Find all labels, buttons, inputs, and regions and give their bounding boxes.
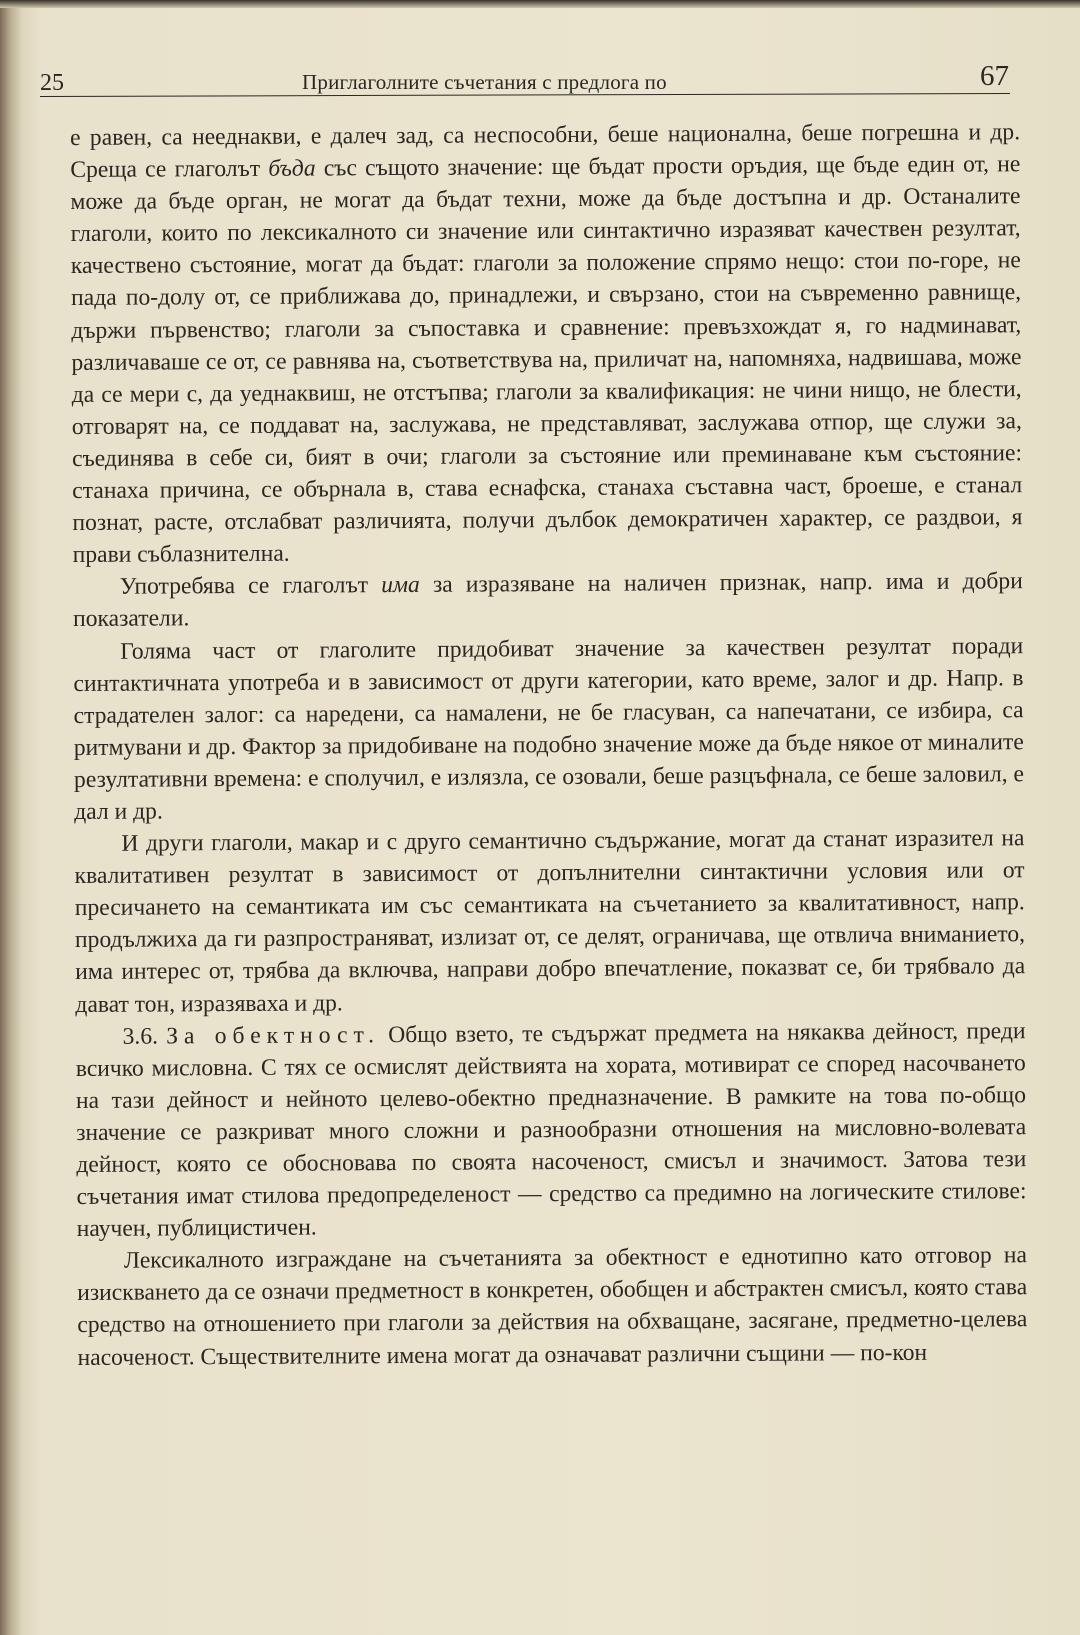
section-number: 3.6.	[122, 1023, 167, 1050]
paragraph-3: Голяма част от глаголите придобиват значение за качествен резултат поради синтактичната употреба и в зависимост от други категории, като време, залог и др. Напр. в страдателен залог: са наредени, са намалени, не бе гласуван, са напечатани, се избира, са ритмувани и др. Фактор за придобиване на подобно значение може да бъде някое от миналите резултативни времена: е сполучил, е излязла, се озовали, беше разцъфнала, се беше заловил, е дал и др.	[73, 632, 1025, 825]
header-title: Приглаголните съчетания с предлога по	[302, 70, 667, 94]
paragraph-6: Лексикалното изграждане на съчетанията за обектност е еднотипно като отговор на изискването да се означи предметност в конкретен, обобщен и абстрактен смисъл, която става средство на отношението при глаголи за действия на обхващане, засягане, предметно-целева насоченост. Съществителните имена могат да означават различни същини — по-кон	[77, 1242, 1028, 1371]
paragraph-2: Употребява се глаголът има за изразяване на наличен признак, напр. има и добри показатели.	[72, 568, 1023, 633]
header-section-number: 25	[40, 70, 64, 96]
italic-term: има	[381, 572, 420, 599]
section-heading: За обектност.	[166, 1021, 381, 1050]
paragraph-4: И други глаголи, макар и с друго семантично съдържание, могат да станат изразител на квалитативен резултат в зависимост от допълнителни синтактични условия или от пресичането на семантиката им със семантиката на съчетанието за квалитативност, напр. продължиха да ги разпространяват, излизат от, се делят, ограничава, ще отвлича вниманието, има интерес от, трябва да включва, направи добро впечатление, показват се, би трябвало да дават тон, изразяваха и др.	[74, 825, 1026, 1018]
page-number: 67	[980, 60, 1009, 92]
italic-term: бъда	[268, 155, 316, 182]
paragraph-5: 3.6. За обектност. Общо взето, те съдържат предмета на някаква дейност, преди всичко мисловна. С тях се осмислят действията на хората, мотивират се според насочването на тази дейност и нейното целево-обектно предназначение. В рамките на това по-общо значение се разкриват много сложни и разнообразни отношения на мисловно-волевата дейност, която се обосновава по своята насоченост, смисъл и значимост. Затова тези съчетания имат стилова предопределеност — средство са предимно на логическите стилове: научен, публицистичен.	[75, 1017, 1027, 1243]
paragraph-1: е равен, са нееднакви, е далеч зад, са неспособни, беше национална, беше погрешна и др. Среща се глаголът бъда със същото значение: ще бъдат прости оръдия, ще бъде един от, не може да бъде орган, не могат да бъдат техни, може да бъде достъпна и др. Останалите глаголи, които по лексикалното си значение или синтактично изразяват качествен резултат, качествено състояние, могат да бъдат: глаголи за положение спрямо нещо: стои по-горе, не пада по-долу от, се приближава до, принадлежи, и свързано, стои на съвременно равнище, държи първенство; глаголи за съпоставка и сравнение: превъзхождат я, го надминават, различаваше се от, се равнява на, съответствува на, приличат на, напомняха, надвишава, може да се мери с, да уеднаквиш, не отстъпва; глаголи за квалификация: не чини нищо, не блести, отговарят на, се поддават на, заслужава, не представляват, заслужава отпор, ще служи за, съединява в себе си, бият в очи; глаголи за състояние или преминаване към състояние: станаха причина, се обърнала в, става еснафска, станаха съставна част, броеше, е станал познат, расте, отслабват различията, получи дълбок демократичен характер, се раздвои, я прави съблазнителна.	[70, 119, 1023, 569]
body-text	[70, 116, 1028, 1373]
